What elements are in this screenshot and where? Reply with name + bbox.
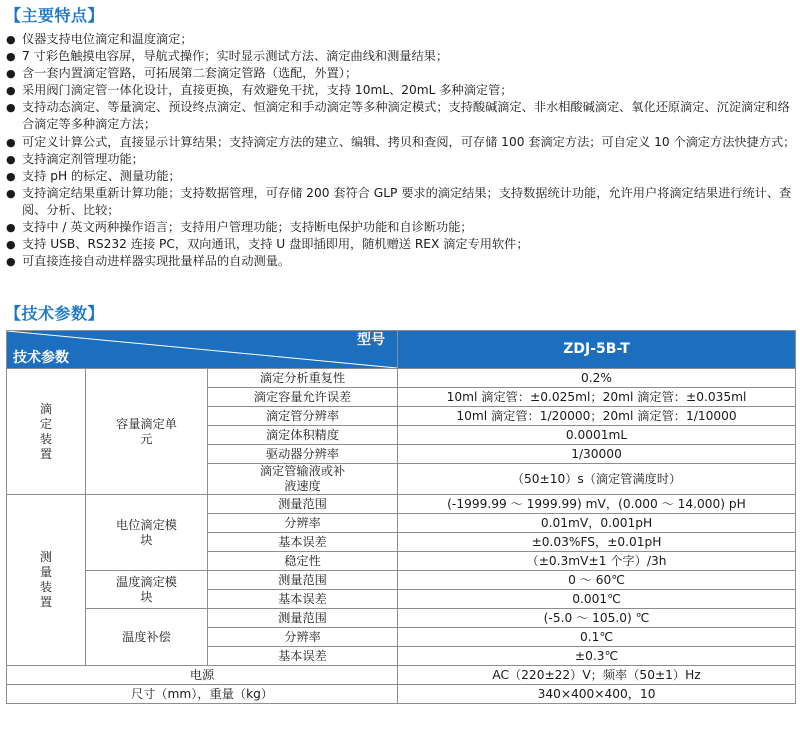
value-cell: （50±10）s（滴定管满度时）	[398, 464, 796, 495]
list-item: ● 支持 pH 的标定、测量功能；	[6, 168, 796, 185]
value-cell: 10ml 滴定管：±0.025ml；20ml 滴定管：±0.035ml	[398, 388, 796, 407]
param-cell: 测量范围	[208, 571, 398, 590]
group-measuring-device: 测量装置	[7, 495, 86, 666]
bullet-icon: ●	[6, 67, 16, 81]
param-cell: 驱动器分辨率	[208, 445, 398, 464]
bullet-icon: ●	[6, 221, 16, 235]
param-cell: 滴定管输液或补液速度	[208, 464, 398, 495]
param-cell: 滴定容量允许误差	[208, 388, 398, 407]
table-row	[7, 685, 796, 704]
table-row	[7, 495, 796, 514]
group-temp-comp: 温度补偿	[86, 609, 208, 666]
power-label: 电源	[7, 666, 398, 685]
value-cell: ±0.3℃	[398, 647, 796, 666]
model-label: 型号	[357, 332, 386, 348]
value-cell: 0.0001mL	[398, 426, 796, 445]
bullet-icon: ●	[6, 135, 16, 149]
list-item: ● 支持滴定剂管理功能；	[6, 151, 796, 168]
value-cell: ±0.03%FS，±0.01pH	[398, 533, 796, 552]
list-item: ● 采用阀门滴定管一体化设计，直接更换，有效避免干扰，支持 10mL、20mL 多种滴定管；	[6, 82, 796, 99]
value-cell: (-5.0 ～ 105.0) ℃	[398, 609, 796, 628]
power-value: AC（220±22）V；频率（50±1）Hz	[398, 666, 796, 685]
bullet-icon: ●	[6, 186, 16, 200]
features-section-title: 【主要特点】	[5, 6, 105, 25]
value-cell: (-1999.99 ～ 1999.99) mV，(0.000 ～ 14.000) pH	[398, 495, 796, 514]
bullet-icon: ●	[6, 101, 16, 115]
param-cell: 滴定体积精度	[208, 426, 398, 445]
bullet-icon: ●	[6, 50, 16, 64]
param-cell: 基本误差	[208, 590, 398, 609]
value-cell: 0.2%	[398, 369, 796, 388]
param-label: 技术参数	[13, 350, 69, 366]
param-cell: 测量范围	[208, 609, 398, 628]
header-diagonal-cell	[7, 331, 398, 369]
value-cell: 0.01mV，0.001pH	[398, 514, 796, 533]
list-item: ● 7 寸彩色触摸电容屏，导航式操作；实时显示测试方法、滴定曲线和测量结果；	[6, 48, 796, 65]
value-cell: 10ml 滴定管：1/20000；20ml 滴定管：1/10000	[398, 407, 796, 426]
value-cell: 0.001℃	[398, 590, 796, 609]
value-cell: 1/30000	[398, 445, 796, 464]
bullet-icon: ●	[6, 169, 16, 183]
spec-table	[6, 330, 796, 704]
value-cell: 0.1℃	[398, 628, 796, 647]
param-cell: 滴定分析重复性	[208, 369, 398, 388]
list-item: ● 含一套内置滴定管路，可拓展第二套滴定管路（选配，外置）；	[6, 65, 796, 82]
param-cell: 测量范围	[208, 495, 398, 514]
param-cell: 稳定性	[208, 552, 398, 571]
param-cell: 基本误差	[208, 647, 398, 666]
table-row	[7, 369, 796, 388]
bullet-icon: ●	[6, 84, 16, 98]
group-potential-module: 电位滴定模块	[86, 495, 208, 571]
param-cell: 分辨率	[208, 514, 398, 533]
group-titration-device: 滴定装置	[7, 369, 86, 495]
value-cell: 0 ～ 60℃	[398, 571, 796, 590]
list-item: ● 支持中 / 英文两种操作语言；支持用户管理功能；支持断电保护功能和自诊断功能；	[6, 219, 796, 236]
bullet-icon: ●	[6, 255, 16, 269]
param-cell: 分辨率	[208, 628, 398, 647]
list-item: ● 支持 USB、RS232 连接 PC，双向通讯，支持 U 盘即插即用，随机赠送 REX 滴定专用软件；	[6, 236, 796, 253]
size-weight-label: 尺寸（mm），重量（kg）	[7, 685, 398, 704]
model-name: ZDJ-5B-T	[398, 331, 796, 369]
group-volume-unit: 容量滴定单元	[86, 369, 208, 495]
param-cell: 基本误差	[208, 533, 398, 552]
value-cell: （±0.3mV±1 个字）/3h	[398, 552, 796, 571]
list-item: ● 可直接连接自动进样器实现批量样品的自动测量。	[6, 253, 796, 270]
group-temp-module: 温度滴定模块	[86, 571, 208, 609]
list-item: ● 支持动态滴定、等量滴定、预设终点滴定、恒滴定和手动滴定等多种滴定模式；支持酸碱滴定、非水相酸碱滴定、氧化还原滴定、沉淀滴定和络合滴定等多种滴定方法；	[6, 100, 790, 132]
bullet-icon: ●	[6, 152, 16, 166]
bullet-icon: ●	[6, 33, 16, 46]
list-item: ● 可定义计算公式，直接显示计算结果；支持滴定方法的建立、编辑、拷贝和查阅，可存储 100 套滴定方法；可自定义 10 个滴定方法快捷方式；	[6, 134, 796, 151]
table-row	[7, 609, 796, 628]
param-cell: 滴定管分辨率	[208, 407, 398, 426]
table-row	[7, 571, 796, 590]
spec-section-title: 【技术参数】	[5, 304, 105, 323]
size-weight-value: 340×400×400，10	[398, 685, 796, 704]
list-item: ● 支持滴定结果重新计算功能；支持数据管理，可存储 200 套符合 GLP 要求的滴定结果；支持数据统计功能，允许用户将滴定结果进行统计、查阅、分析、比较；	[6, 185, 792, 217]
table-header-row	[7, 331, 796, 369]
bullet-icon: ●	[6, 238, 16, 252]
table-row	[7, 666, 796, 685]
feature-list	[6, 31, 796, 270]
list-item: ● 仪器支持电位滴定和温度滴定；	[6, 31, 796, 48]
